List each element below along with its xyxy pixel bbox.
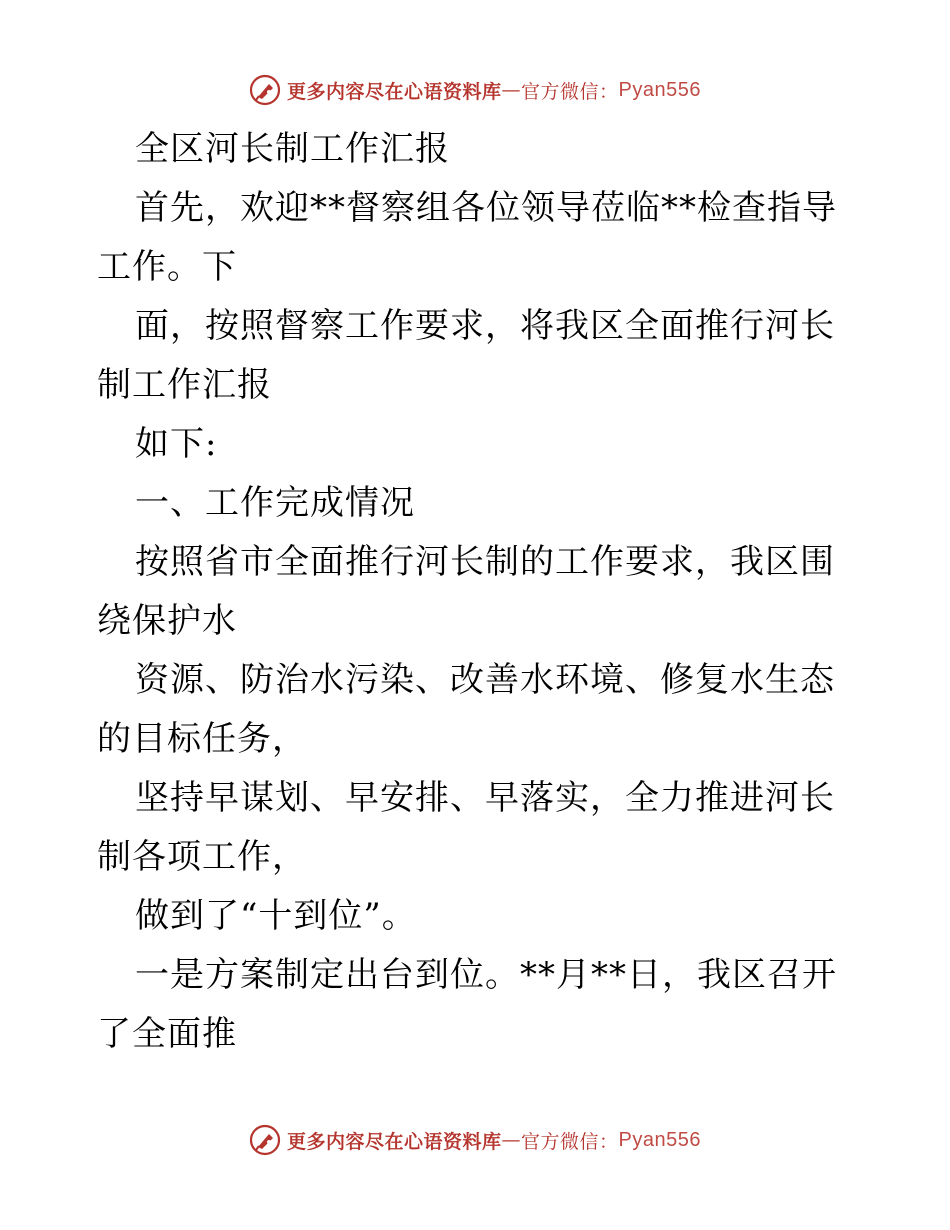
paragraph: 按照省市全面推行河长制的工作要求，我区围绕保护水 (97, 542, 835, 641)
banner-wechat-label: 官方微信： (521, 1130, 619, 1153)
paragraph: 面，按照督察工作要求，将我区全面推行河长制工作汇报 (97, 306, 835, 405)
pen-nib-logo-icon (249, 1124, 281, 1156)
banner-main-text: 更多内容尽在心语资料库 (287, 1130, 502, 1153)
section-heading: 一、工作完成情况 (135, 483, 415, 523)
banner-main-text: 更多内容尽在心语资料库 (287, 80, 502, 103)
paragraph: 一是方案制定出台到位。**月**日，我区召开了全面推 (97, 955, 837, 1054)
document-title: 全区河长制工作汇报 (135, 129, 450, 169)
document-body (97, 120, 857, 1064)
pen-nib-logo-icon (249, 74, 281, 106)
header-watermark-banner (0, 70, 950, 110)
paragraph: 做到了“十到位”。 (135, 896, 417, 936)
banner-wechat-id: Pyan556 (618, 1128, 701, 1151)
paragraph: 首先，欢迎**督察组各位领导莅临**检查指导工作。下 (97, 188, 837, 287)
banner-wechat-label: 官方微信： (521, 80, 619, 103)
banner-wechat-id: Pyan556 (618, 78, 701, 101)
paragraph: 坚持早谋划、早安排、早落实，全力推进河长制各项工作， (97, 778, 835, 877)
paragraph: 资源、防治水污染、改善水环境、修复水生态的目标任务， (97, 660, 835, 759)
paragraph: 如下: (135, 424, 218, 464)
banner-separator: — (501, 79, 522, 101)
footer-watermark-banner (0, 1120, 950, 1160)
banner-separator: — (501, 1129, 522, 1151)
